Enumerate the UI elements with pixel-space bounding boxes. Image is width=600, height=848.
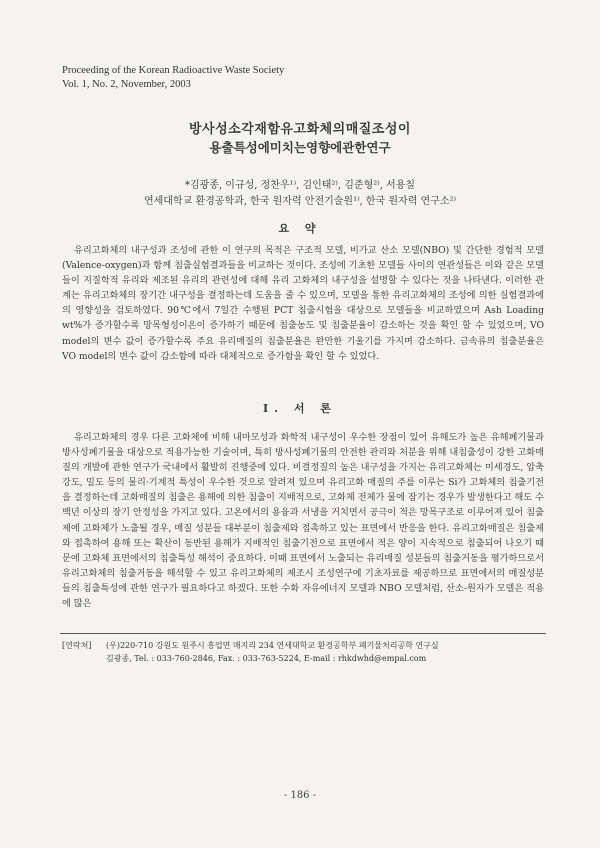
footnote-address: (우)220-710 강원도 원주시 흥업면 매지리 234 연세대학교 환경공학부 폐기물처리공학 연구실 — [106, 641, 439, 650]
footnote-contact: 김광종, Tel. : 033-760-2846, Fax. : 033-763-5224, E-mail : rhkdwhd@empal.com — [106, 654, 427, 663]
introduction-heading: I. 서 론 — [263, 402, 337, 415]
footnote-label: [연락처] — [62, 641, 92, 650]
introduction-body — [62, 430, 544, 611]
journal-header — [62, 64, 284, 92]
contact-footnote — [62, 639, 544, 665]
journal-name: Proceeding of the Korean Radioactive Waste Society — [62, 65, 285, 76]
paper-title-line-2: 용출특성에미치는영향에관한연구 — [209, 140, 391, 155]
journal-volume: Vol. 1, No. 2, November, 2003 — [62, 79, 191, 90]
author-names: *김광종, 이규성, 정찬우¹⁾, 김인태²⁾, 김준형²⁾, 서용칠 — [184, 180, 416, 191]
abstract-text: 유리고화체의 내구성과 조성에 관한 이 연구의 목적은 구조적 모델, 비가교 산소 모델(NBO) 및 간단한 경험적 모델(Valence-oxygen)과 함께 침출실험결과들을 비교하는 것이다. 조성에 기초한 모델들 사이의 연관성들은 이와 같은 모델들이 지질학적 유리와 제조된 유리의 관련성에 대해 유리 고화체의 내구성을 설명할 수 있다는 것을 나타낸다. 이러한 관계는 유리고화체의 장기간 내구성을 결정하는데 도움을 줄 수 있으며, 모델을 통한 유리고화체의 조성에 의한 실험결과에의 영향성을 검토하였다. 90℃에서 7일간 수행된 PCT 침출시험을 대상으로 모델들을 비교하였으며 Ash Loading wt%가 증가할수록 망목형성이온이 증가하기 때문에 침출농도 및 침출분율이 감소하는 것을 확인 할 수 있었으며, VO model의 변수 값이 증가할수록 주요 유리매질의 침출분율은 완만한 기울기를 가지며 감소하다. 금속류의 침출분율은 VO model의 변수 값이 감소함에 따라 대체적으로 증가함을 확인 할 수 있었다. — [62, 245, 544, 362]
author-affiliations: 연세대학교 환경공학과, 한국 원자력 안전기술원¹⁾, 한국 원자력 연구소²⁾ — [143, 196, 457, 207]
introduction-text: 유리고화체의 경우 다른 고화체에 비해 내마모성과 화학적 내구성이 우수한 장점이 있어 유해도가 높은 유해폐기물과 방사성폐기물을 대상으로 적용가능한 기술이며, 특히 방사성폐기물의 안전한 관리와 처분을 위해 내침출성이 강한 고화매질의 개발에 관한 연구가 국내에서 활발히 진행중에 있다. 비결정질의 높은 내구성을 가지는 유리고화체는 미세경도, 압축강도, 밀도 등의 물리·기계적 특성이 우수한 것으로 알려져 있으며 유리고화 매질의 주를 이루는 Si가 고화체의 침출기전을 결정하는데 고화매질의 침출은 용해에 의한 침출이 지배적으로, 고화체 전체가 물에 잠기는 경우가 발생한다고 해도 수백년 이상의 장기 안정성을 가지고 있다. 고온에서의 용융과 서냉을 거치면서 공극이 적은 망목구조로 이루어져 있어 침출제에 고화체가 노출될 경우, 매질 성분들 대부분이 침출제와 접촉하고 있는 표면에서 반응을 한다. 유리고화매질은 침출제와 접촉하여 용해 또는 확산이 동반된 용해가 지배적인 침출기전으로 표면에서 적은 양이 지속적으로 침출되어 나오기 때문에 고화체 표면에서의 침출특성 해석이 중요하다. 이때 표면에서 노출되는 유리매질 성분들의 침출거동을 평가하므로서 유리고화체의 침출거동을 해석할 수 있고 유리고화체의 제조시 조성연구에 기초자료를 제공하므로 표면에서의 매질성분들의 침출특성에 관한 연구가 필요하다고 하겠다. 또한 수화 자유에너지 모델과 NBO 모델처럼, 산소-원자가 모델은 적용에 많은 — [62, 432, 544, 610]
footnote-divider — [60, 633, 546, 634]
abstract-body — [62, 243, 544, 364]
abstract-heading: 요 약 — [278, 222, 322, 235]
page-number: - 186 - — [283, 790, 317, 801]
paper-title-line-1: 방사성소각재함유고화체의매질조성이 — [189, 122, 411, 137]
